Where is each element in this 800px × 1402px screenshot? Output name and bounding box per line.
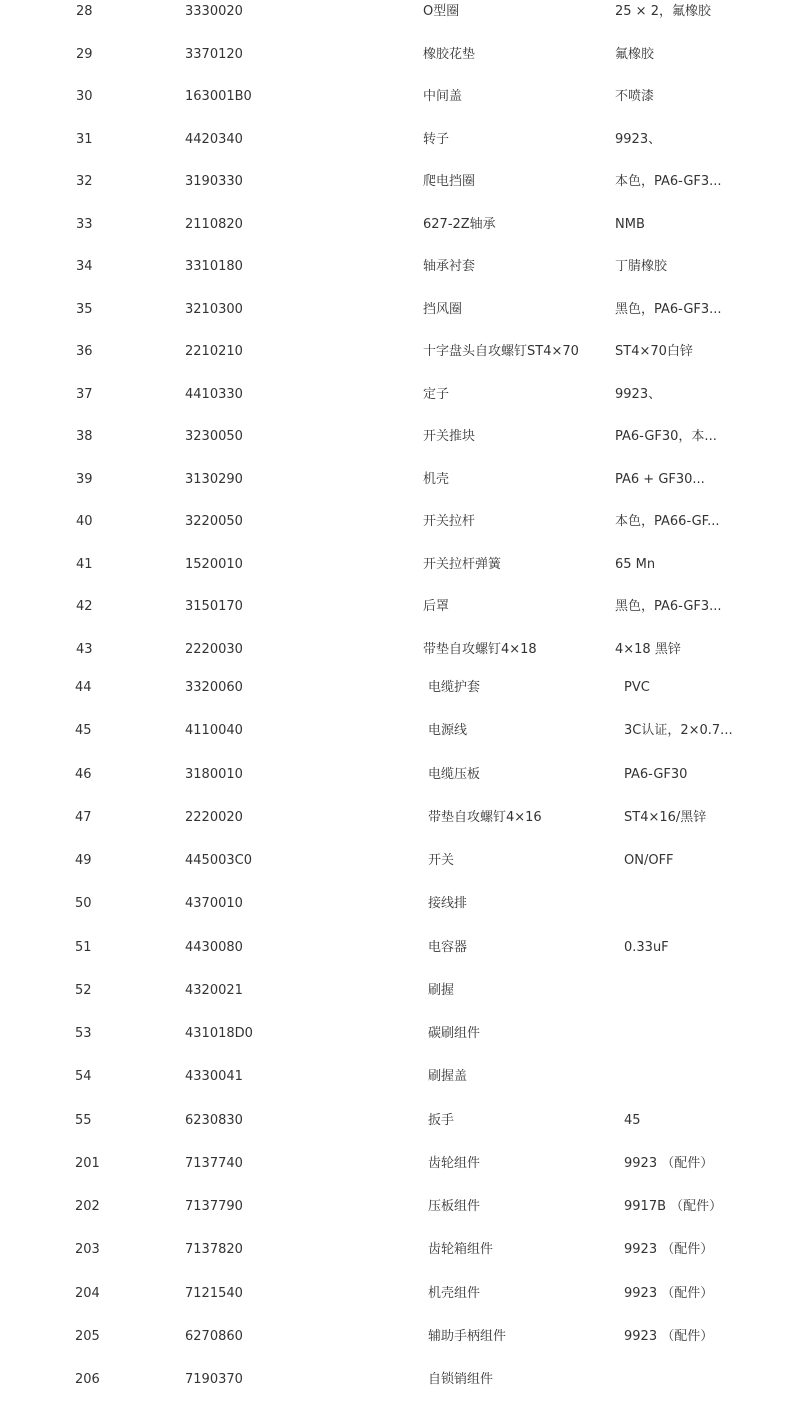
part-name: 机壳: [423, 471, 450, 487]
part-code: 163001B0: [185, 89, 252, 104]
table-row: [0, 597, 800, 617]
part-spec: 不喷漆: [615, 89, 655, 104]
item-number: 52: [75, 982, 92, 998]
part-spec: ST4×70白锌: [615, 344, 693, 359]
part-spec: 黑色，PA6-GF3...: [615, 301, 722, 317]
table-row: [0, 640, 800, 660]
part-code: 3190330: [185, 174, 243, 189]
part-name: 辅助手柄组件: [428, 1328, 507, 1344]
part-name: 定子: [423, 386, 450, 402]
part-name: 转子: [423, 131, 450, 147]
item-number: 31: [76, 131, 93, 147]
table-row: [0, 1197, 800, 1217]
table-row: [0, 257, 800, 277]
item-number: 30: [76, 89, 93, 104]
item-number: 39: [76, 471, 93, 487]
part-spec: 4×18 黑锌: [615, 641, 681, 657]
part-code: 3180010: [185, 766, 243, 782]
table-row: [0, 1024, 800, 1044]
part-name: 电缆护套: [428, 680, 481, 695]
table-row: [0, 1111, 800, 1131]
item-number: 202: [75, 1199, 100, 1214]
part-name: 带垫自攻螺钉4×16: [428, 809, 542, 825]
table-row: [0, 342, 800, 362]
item-number: 49: [75, 853, 92, 868]
part-code: 7137790: [185, 1199, 243, 1214]
table-row: [0, 470, 800, 490]
part-code: 2210210: [185, 344, 243, 359]
part-spec: PA6-GF30: [624, 766, 688, 782]
part-name: 刷握: [428, 982, 455, 998]
part-spec: 9923 （配件）: [624, 1328, 714, 1344]
item-number: 42: [76, 599, 93, 614]
part-code: 3130290: [185, 471, 243, 487]
table-row: [0, 2, 800, 22]
part-name: 接线排: [428, 896, 468, 912]
table-row: [0, 215, 800, 235]
table-row: [0, 938, 800, 958]
table-row: [0, 512, 800, 532]
part-code: 7190370: [185, 1372, 243, 1387]
item-number: 46: [75, 766, 92, 782]
part-name: 扳手: [428, 1112, 455, 1128]
part-code: 3330020: [185, 4, 243, 19]
part-spec: 本色，PA6-GF3...: [615, 174, 722, 189]
part-name: 压板组件: [428, 1199, 481, 1214]
part-spec: 45: [624, 1112, 641, 1128]
part-spec: 9923 （配件）: [624, 1155, 714, 1171]
part-name: 碳刷组件: [428, 1026, 481, 1041]
part-name: 机壳组件: [428, 1285, 481, 1301]
part-name: 爬电挡圈: [423, 174, 476, 189]
part-code: 3370120: [185, 46, 243, 62]
part-spec: 3C认证，2×0.7...: [624, 723, 733, 739]
part-code: 7137740: [185, 1155, 243, 1171]
part-spec: PA6-GF30，本...: [615, 429, 717, 444]
part-code: 445003C0: [185, 853, 252, 868]
table-row: [0, 130, 800, 150]
part-spec: 氟橡胶: [615, 46, 655, 62]
table-row: [0, 808, 800, 828]
table-row: [0, 1284, 800, 1304]
item-number: 43: [76, 641, 93, 657]
table-row: [0, 981, 800, 1001]
item-number: 55: [75, 1112, 92, 1128]
part-spec: 9917B （配件）: [624, 1199, 723, 1214]
part-name: O型圈: [423, 4, 460, 19]
item-number: 40: [76, 514, 93, 529]
table-row: [0, 1370, 800, 1390]
part-spec: 9923 （配件）: [624, 1242, 714, 1258]
part-spec: 9923 （配件）: [624, 1285, 714, 1301]
table-row: [0, 300, 800, 320]
item-number: 29: [76, 46, 93, 62]
item-number: 37: [76, 386, 93, 402]
part-spec: 9923、: [615, 131, 662, 147]
part-name: 轴承衬套: [423, 259, 476, 274]
item-number: 54: [75, 1069, 92, 1085]
part-spec: 丁腈橡胶: [615, 259, 668, 274]
item-number: 41: [76, 556, 93, 572]
part-name: 开关拉杆: [423, 514, 476, 529]
table-row: [0, 678, 800, 698]
part-code: 4420340: [185, 131, 243, 147]
table-row: [0, 555, 800, 575]
table-row: [0, 385, 800, 405]
item-number: 44: [75, 680, 92, 695]
item-number: 201: [75, 1155, 100, 1171]
item-number: 47: [75, 809, 92, 825]
table-row: [0, 721, 800, 741]
part-name: 橡胶花垫: [423, 46, 476, 62]
part-spec: PVC: [624, 680, 650, 695]
part-spec: 25 × 2，氟橡胶: [615, 4, 711, 19]
item-number: 45: [75, 723, 92, 739]
table-row: [0, 1327, 800, 1347]
part-name: 开关: [428, 853, 455, 868]
part-spec: ST4×16/黑锌: [624, 809, 707, 825]
part-name: 中间盖: [423, 89, 463, 104]
table-row: [0, 172, 800, 192]
item-number: 38: [76, 429, 93, 444]
table-row: [0, 851, 800, 871]
part-name: 电源线: [428, 723, 468, 739]
item-number: 32: [76, 174, 93, 189]
part-code: 2220030: [185, 641, 243, 657]
part-code: 2110820: [185, 216, 243, 232]
part-code: 3320060: [185, 680, 243, 695]
part-code: 1520010: [185, 556, 243, 572]
item-number: 206: [75, 1372, 100, 1387]
table-row: [0, 1154, 800, 1174]
part-spec: ON/OFF: [624, 853, 674, 868]
part-code: 4330041: [185, 1069, 243, 1085]
part-code: 3210300: [185, 301, 243, 317]
item-number: 35: [76, 301, 93, 317]
item-number: 34: [76, 259, 93, 274]
part-name: 开关推块: [423, 429, 476, 444]
part-code: 4430080: [185, 939, 243, 955]
part-spec: 9923、: [615, 386, 662, 402]
table-row: [0, 894, 800, 914]
item-number: 33: [76, 216, 93, 232]
part-name: 十字盘头自攻螺钉ST4×70: [423, 344, 579, 359]
part-code: 7121540: [185, 1285, 243, 1301]
part-name: 后罩: [423, 599, 450, 614]
part-code: 4320021: [185, 982, 243, 998]
table-row: [0, 1067, 800, 1087]
part-code: 7137820: [185, 1242, 243, 1258]
part-name: 开关拉杆弹簧: [423, 556, 502, 572]
table-row: [0, 45, 800, 65]
part-code: 4370010: [185, 896, 243, 912]
item-number: 36: [76, 344, 93, 359]
part-spec: PA6 + GF30...: [615, 471, 705, 487]
item-number: 50: [75, 896, 92, 912]
part-code: 3220050: [185, 514, 243, 529]
part-code: 2220020: [185, 809, 243, 825]
part-code: 3310180: [185, 259, 243, 274]
part-code: 3150170: [185, 599, 243, 614]
item-number: 205: [75, 1328, 100, 1344]
part-code: 6230830: [185, 1112, 243, 1128]
part-name: 带垫自攻螺钉4×18: [423, 641, 537, 657]
part-code: 4110040: [185, 723, 243, 739]
part-spec: 黑色，PA6-GF3...: [615, 599, 722, 614]
item-number: 203: [75, 1242, 100, 1258]
table-row: [0, 765, 800, 785]
item-number: 204: [75, 1285, 100, 1301]
part-spec: 本色，PA66-GF...: [615, 514, 720, 529]
item-number: 51: [75, 939, 92, 955]
part-name: 齿轮组件: [428, 1155, 481, 1171]
item-number: 28: [76, 4, 93, 19]
part-name: 自锁销组件: [428, 1372, 494, 1387]
part-name: 齿轮箱组件: [428, 1242, 494, 1258]
part-spec: 65 Mn: [615, 556, 656, 572]
part-spec: 0.33uF: [624, 939, 669, 955]
part-name: 挡风圈: [423, 301, 463, 317]
part-name: 627-2Z轴承: [423, 216, 496, 232]
part-name: 刷握盖: [428, 1069, 468, 1085]
item-number: 53: [75, 1026, 92, 1041]
part-code: 3230050: [185, 429, 243, 444]
table-row: [0, 1240, 800, 1260]
table-row: [0, 427, 800, 447]
part-spec: NMB: [615, 216, 645, 232]
part-code: 6270860: [185, 1328, 243, 1344]
part-name: 电容器: [428, 939, 468, 955]
part-code: 4410330: [185, 386, 243, 402]
table-row: [0, 87, 800, 107]
part-code: 431018D0: [185, 1026, 253, 1041]
part-name: 电缆压板: [428, 766, 481, 782]
